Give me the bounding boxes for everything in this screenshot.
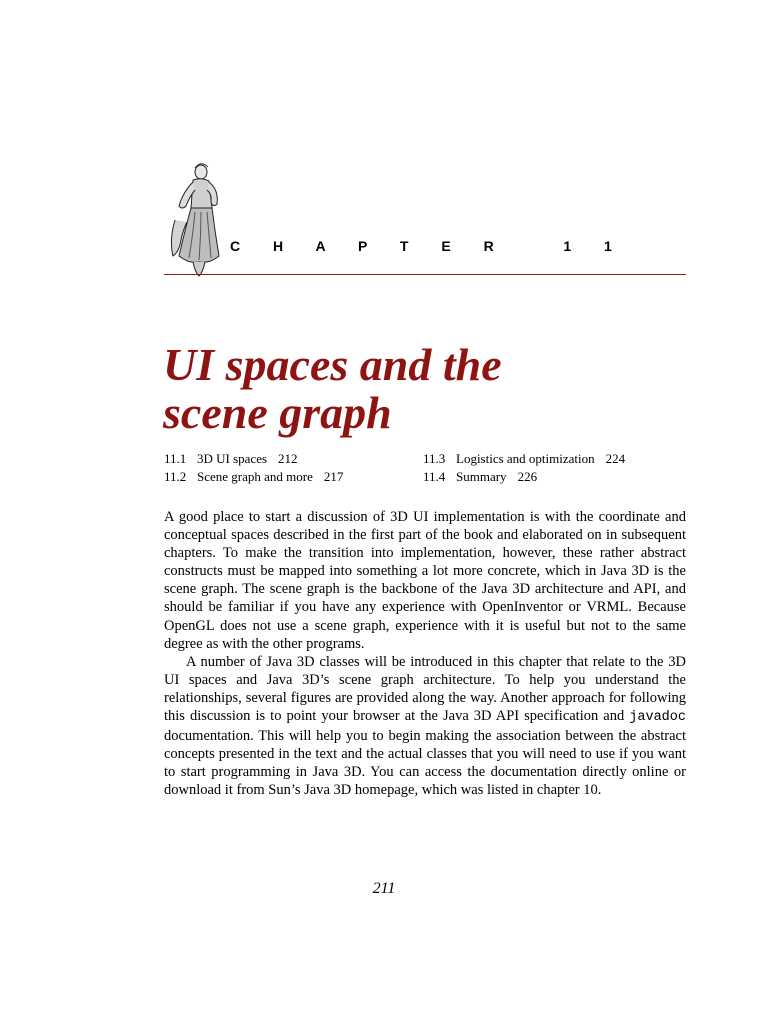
chapter-title-line-2: scene graph xyxy=(163,386,392,438)
section-number: 11.2 xyxy=(164,469,187,484)
paragraph-2-text-a: A number of Java 3D classes will be introduced in this chapter that relate to the 3D UI spaces and Java 3D’s scene graph architecture. To help you understand the relationships, several figures are provided along the way. Another approach for following this discussion is to point your browser at the Java 3D API specification and xyxy=(164,653,686,725)
section-page: 217 xyxy=(323,469,344,484)
paragraph-2 xyxy=(164,653,686,800)
section-title: 3D UI spaces xyxy=(197,451,268,466)
section-entry xyxy=(164,468,343,486)
page-number: 211 xyxy=(372,880,396,897)
body-text xyxy=(164,508,686,800)
section-page: 224 xyxy=(605,451,626,466)
chapter-label: C H A P T E R 1 1 xyxy=(230,238,627,254)
section-entry xyxy=(423,450,625,468)
section-list-right xyxy=(423,450,625,486)
section-title: Summary xyxy=(456,469,507,484)
section-list-left xyxy=(164,450,343,486)
chapter-title xyxy=(163,338,703,438)
section-number: 11.4 xyxy=(423,469,446,484)
classical-figure-engraving-icon xyxy=(165,160,227,278)
section-entry xyxy=(164,450,343,468)
section-page: 226 xyxy=(517,469,538,484)
section-title: Logistics and optimization xyxy=(456,451,595,466)
section-page: 212 xyxy=(278,451,298,466)
chapter-title-line-1: UI spaces and the xyxy=(163,338,502,390)
paragraph-1: A good place to start a discussion of 3D UI implementation is with the coordinate and conceptual spaces described in the first part of the book and elaborated on in subsequent chapters. To make the transition into implementation, however, these rather abstract constructs must be mapped into something a lot more concrete, which in Java 3D is the scene graph. The scene graph is the backbone of the Java 3D architecture and API, and should be familiar if you have any experience with OpenInventor or VRML. Because OpenGL does not use a scene graph, experience with it is useful but not to the same degree as with the other programs. xyxy=(164,509,686,652)
section-title: Scene graph and more xyxy=(197,469,313,484)
paragraph-2-text-b: documentation. This will help you to begin making the association between the abstract concepts presented in the text and the actual classes that you will need to use if you want to start programming in Java 3D. You can access the documentation directly online or download it from Sun’s Java 3D homepage, which was listed in chapter 10. xyxy=(164,728,686,799)
chapter-rule xyxy=(164,274,686,275)
section-entry xyxy=(423,468,625,486)
inline-code: javadoc xyxy=(629,710,686,726)
section-number: 11.3 xyxy=(423,451,446,466)
section-number: 11.1 xyxy=(164,451,187,466)
